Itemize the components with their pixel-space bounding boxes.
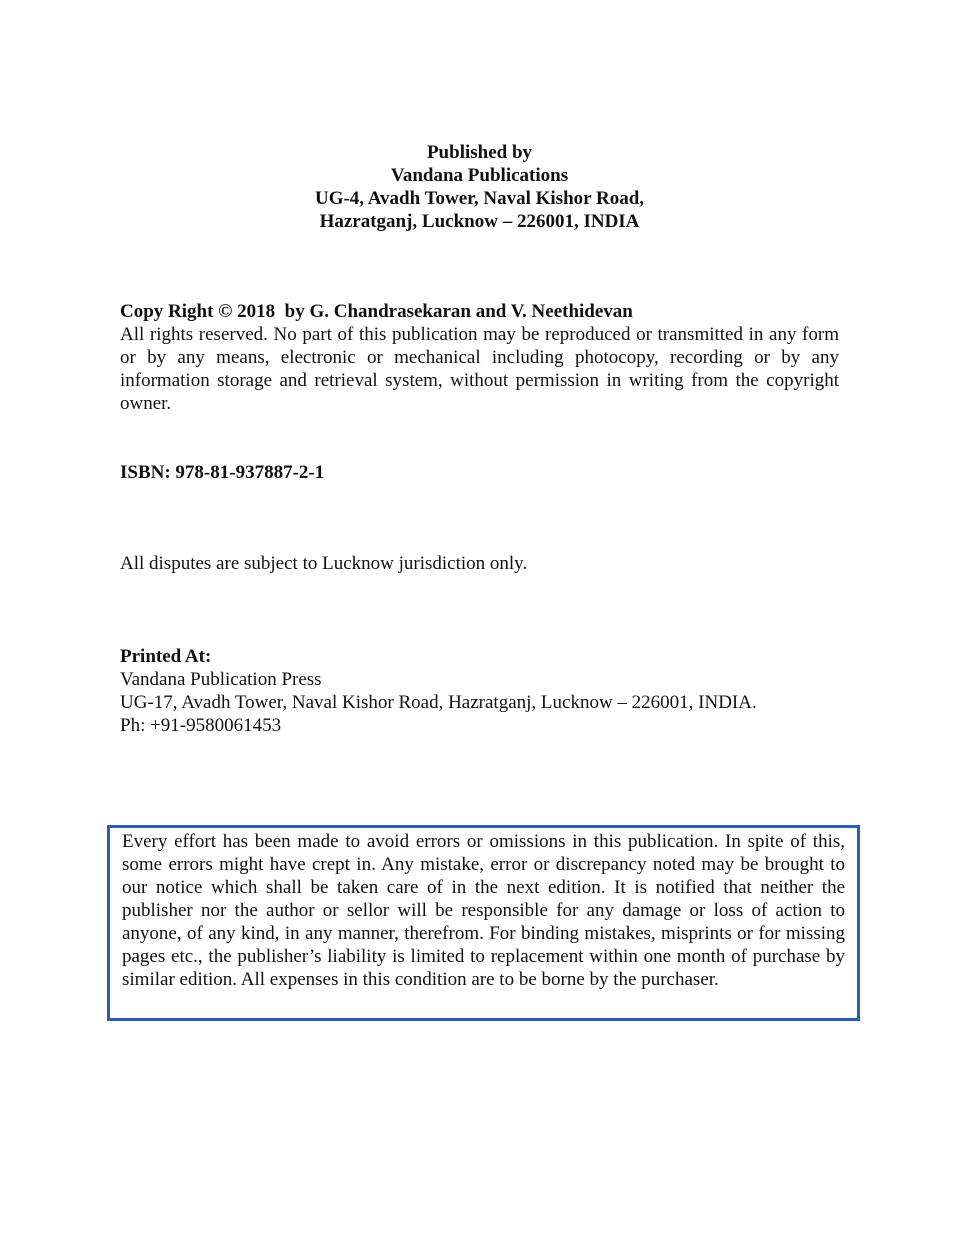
published-by-heading: Published by	[426, 142, 533, 163]
publisher-block	[120, 141, 839, 233]
disclaimer-box: Every effort has been made to avoid errors or omissions in this publication. In spite of this, some errors might have crept in. Any mistake, error or discrepancy noted may be brought to our notice which shall be taken care of in the next edition. It is notified that neither the publisher nor the author or sellor will be responsible for any damage or loss of action to anyone, of any kind, in any manner, therefrom. For binding mistakes, misprints or for missing pages etc., the publisher’s liability is limited to replacement within one month of purchase by similar edition. All expenses in this condition are to be borne by the purchaser.	[107, 825, 860, 1021]
printer-address: UG-17, Avadh Tower, Naval Kishor Road, Hazratganj, Lucknow – 226001, INDIA.	[120, 692, 757, 713]
publisher-name: Vandana Publications	[390, 165, 569, 186]
copyright-block	[120, 300, 839, 415]
jurisdiction-note: All disputes are subject to Lucknow jurisdiction only.	[120, 553, 528, 574]
copyright-notice: All rights reserved. No part of this publication may be reproduced or transmitted in any form or by any means, electronic or mechanical including photocopy, recording or by any information storage and retrieval system, without permission in writing from the copyright owner.	[120, 324, 839, 414]
printer-phone: Ph: +91-9580061453	[120, 715, 282, 736]
publisher-address-line2: Hazratganj, Lucknow – 226001, INDIA	[319, 211, 640, 232]
copyright-title: Copy Right © 2018 by G. Chandrasekaran and V. Neethidevan	[120, 301, 633, 322]
isbn: ISBN: 978-81-937887-2-1	[120, 462, 325, 483]
printed-at-block	[120, 645, 839, 737]
publisher-address-line1: UG-4, Avadh Tower, Naval Kishor Road,	[314, 188, 645, 209]
printer-name: Vandana Publication Press	[120, 669, 322, 690]
printed-at-heading: Printed At:	[120, 646, 212, 667]
